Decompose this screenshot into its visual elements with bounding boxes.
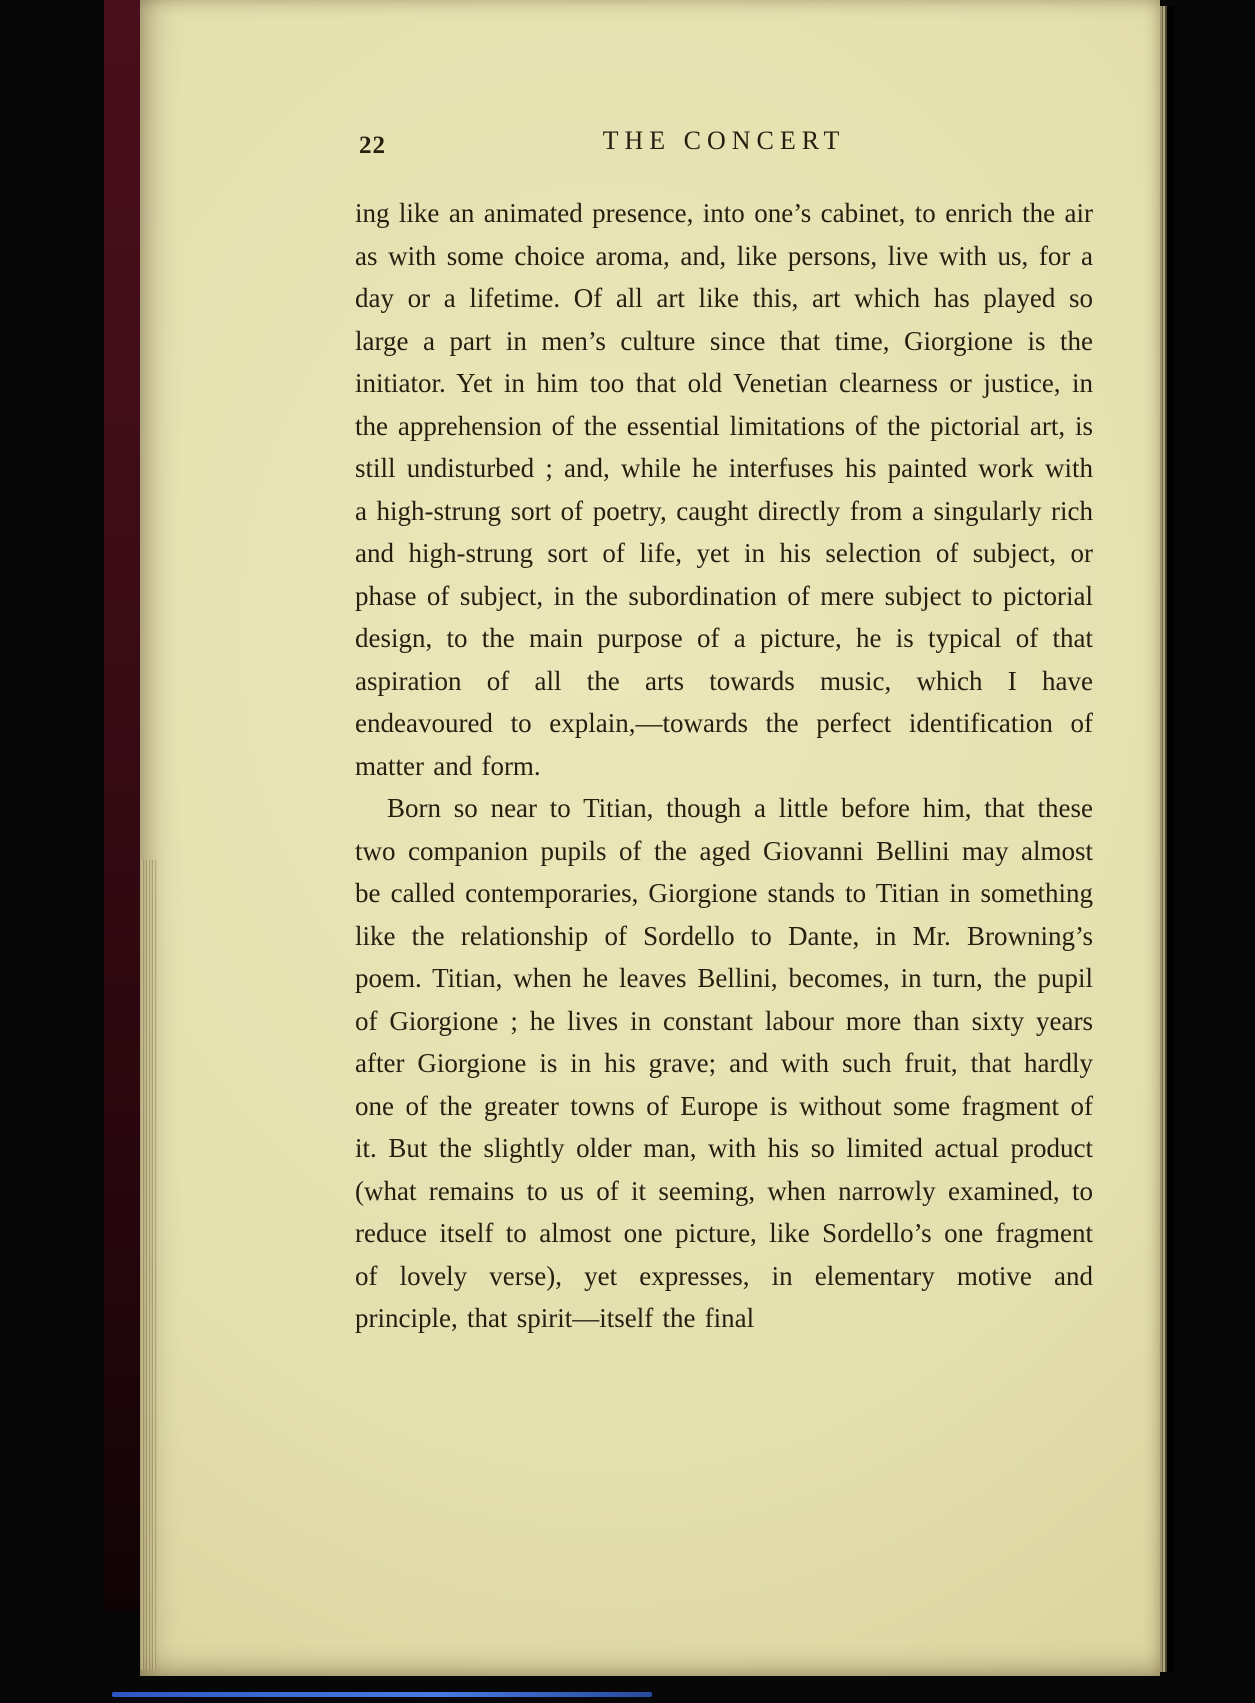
- running-header-title: THE CONCERT: [602, 126, 846, 155]
- book-spine-cloth: [104, 0, 140, 1610]
- book-page: [140, 0, 1160, 1676]
- page-number: 22: [359, 132, 386, 159]
- page-gutter-edges: [141, 860, 157, 1670]
- text-block: [355, 126, 1093, 1340]
- page-edge-stack: [1160, 6, 1174, 1672]
- paragraph-continuation: ing like an animated presence, into one’s cabinet, to enrich the air as with some choice aroma, and, like persons, live with us, for a day or a lifetime. Of all art like this, art which has played so large a part in men’s culture since that time, Giorgione is the initiator. Yet in him too that old Venetian clearness or justice, in the apprehension of the essential limitations of the pictorial art, is still undisturbed ; and, while he interfuses his painted work with a high-strung sort of poetry, caught directly from a singularly rich and high-strung sort of life, yet in his selection of subject, or phase of subject, in the subordination of mere subject to pictorial design, to the main purpose of a picture, he is typical of that aspiration of all the arts towards music, which I have endeavoured to explain,—towards the perfect identification of matter and form.: [355, 198, 1093, 781]
- running-head: [355, 126, 1093, 170]
- scanner-edge-line: [112, 1692, 652, 1697]
- paragraph-born-so-near-to-titian: Born so near to Titian, though a little before him, that these two companion pupils of the aged Giovanni Bellini may almost be called contemporaries, Giorgione stands to Titian in something like the relationship of Sordello to Dante, in Mr. Browning’s poem. Titian, when he leaves Bellini, becomes, in turn, the pupil of Giorgione ; he lives in constant labour more than sixty years after Giorgione is in his grave; and with such fruit, that hardly one of the greater towns of Europe is without some fragment of it. But the slightly older man, with his so limited actual product (what remains to us of it seeming, when narrowly examined, to reduce itself to almost one picture, like Sordello’s one fragment of lovely verse), yet expresses, in elementary motive and principle, that spirit—itself the final: [355, 793, 1093, 1333]
